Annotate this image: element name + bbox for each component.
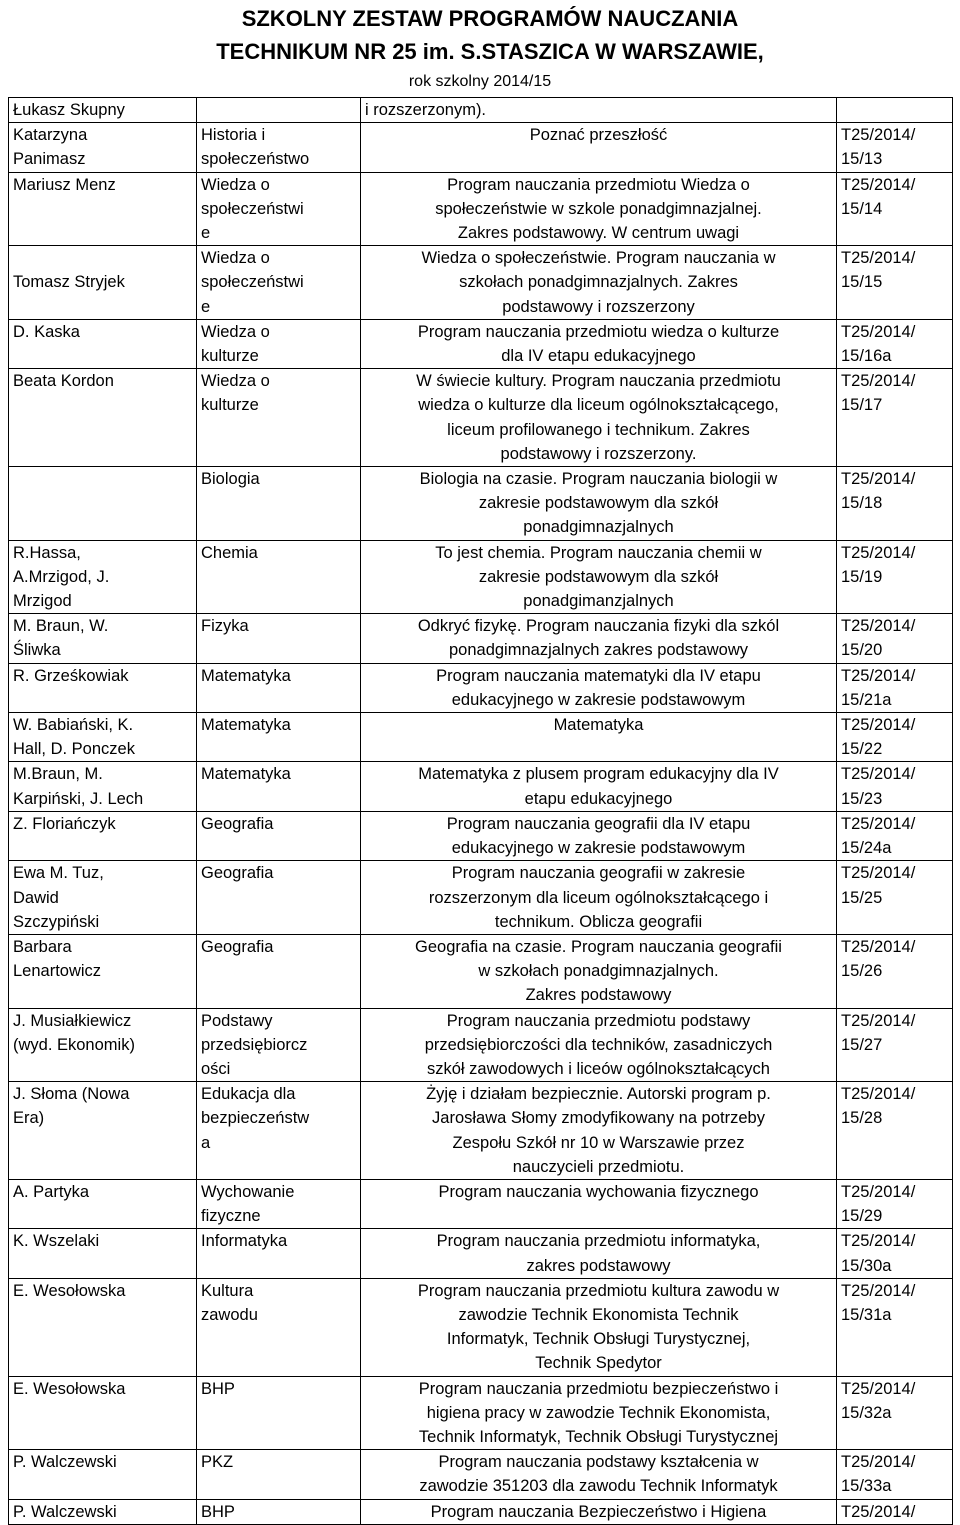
table-row: [9, 811, 953, 860]
programs-table: [8, 97, 953, 1525]
author-cell: P. Walczewski: [9, 1450, 197, 1499]
program-cell: Program nauczania wychowania fizycznego: [361, 1179, 837, 1228]
table-row: [9, 861, 953, 935]
table-row: [9, 123, 953, 172]
subject-cell: Edukacja dla bezpieczeństw a: [197, 1082, 361, 1180]
program-cell: W świecie kultury. Program nauczania przedmiotu wiedza o kulturze dla liceum ogólnokształcącego, liceum profilowanego i technikum. Zakres podstawowy i rozszerzony.: [361, 369, 837, 467]
program-cell: Program nauczania podstawy kształcenia w zawodzie 351203 dla zawodu Technik Informatyk: [361, 1450, 837, 1499]
document-header: [0, 0, 960, 97]
table-row: [9, 98, 953, 123]
table-row: [9, 934, 953, 1008]
program-number-cell: T25/2014/: [837, 1499, 953, 1524]
header-school-year: rok szkolny 2014/15: [408, 73, 552, 90]
program-cell: Geografia na czasie. Program nauczania geografii w szkołach ponadgimnazjalnych. Zakres podstawowy: [361, 934, 837, 1008]
program-cell: Program nauczania przedmiotu wiedza o kulturze dla IV etapu edukacyjnego: [361, 319, 837, 368]
program-cell: To jest chemia. Program nauczania chemii w zakresie podstawowym dla szkół ponadgimanzjalnych: [361, 540, 837, 614]
subject-cell: Wiedza o społeczeństwi e: [197, 172, 361, 246]
table-row: [9, 467, 953, 541]
program-number-cell: [837, 98, 953, 123]
author-cell: A. Partyka: [9, 1179, 197, 1228]
author-cell: D. Kaska: [9, 319, 197, 368]
program-number-cell: T25/2014/ 15/13: [837, 123, 953, 172]
program-number-cell: T25/2014/ 15/25: [837, 861, 953, 935]
table-row: [9, 540, 953, 614]
author-cell: M.Braun, M. Karpiński, J. Lech: [9, 762, 197, 811]
subject-cell: Matematyka: [197, 762, 361, 811]
subject-cell: BHP: [197, 1499, 361, 1524]
subject-cell: Informatyka: [197, 1229, 361, 1278]
table-row: [9, 713, 953, 762]
table-row: [9, 1008, 953, 1082]
table-row: [9, 319, 953, 368]
program-number-cell: T25/2014/ 15/23: [837, 762, 953, 811]
program-cell: Żyję i działam bezpiecznie. Autorski program p. Jarosława Słomy zmodyfikowany na potrzeby Zespołu Szkół nr 10 w Warszawie przez nauczycieli przedmiotu.: [361, 1082, 837, 1180]
subject-cell: Wiedza o kulturze: [197, 319, 361, 368]
author-cell: Łukasz Skupny: [9, 98, 197, 123]
program-number-cell: T25/2014/ 15/18: [837, 467, 953, 541]
author-cell: Ewa M. Tuz, Dawid Szczypiński: [9, 861, 197, 935]
program-cell: Program nauczania przedmiotu kultura zawodu w zawodzie Technik Ekonomista Technik Informatyk, Technik Obsługi Turystycznej, Technik Spedytor: [361, 1278, 837, 1376]
program-number-cell: T25/2014/ 15/27: [837, 1008, 953, 1082]
program-cell: Matematyka: [361, 713, 837, 762]
subject-cell: Wiedza o społeczeństwi e: [197, 246, 361, 320]
author-cell: Barbara Lenartowicz: [9, 934, 197, 1008]
program-cell: Odkryć fizykę. Program nauczania fizyki dla szkól ponadgimnazjalnych zakres podstawowy: [361, 614, 837, 663]
table-row: [9, 246, 953, 320]
subject-cell: Wiedza o kulturze: [197, 369, 361, 467]
author-cell: Z. Floriańczyk: [9, 811, 197, 860]
table-row: [9, 1179, 953, 1228]
program-cell: Program nauczania Bezpieczeństwo i Higiena: [361, 1499, 837, 1524]
subject-cell: Matematyka: [197, 713, 361, 762]
author-cell: E. Wesołowska: [9, 1376, 197, 1450]
program-cell: Wiedza o społeczeństwie. Program nauczania w szkołach ponadgimnazjalnych. Zakres podstawowy i rozszerzony: [361, 246, 837, 320]
program-cell: Program nauczania przedmiotu informatyka, zakres podstawowy: [361, 1229, 837, 1278]
program-number-cell: T25/2014/ 15/19: [837, 540, 953, 614]
table-row: [9, 1278, 953, 1376]
program-number-cell: T25/2014/ 15/24a: [837, 811, 953, 860]
program-cell: Matematyka z plusem program edukacyjny dla IV etapu edukacyjnego: [361, 762, 837, 811]
program-number-cell: T25/2014/ 15/16a: [837, 319, 953, 368]
program-number-cell: T25/2014/ 15/33a: [837, 1450, 953, 1499]
author-cell: Tomasz Stryjek: [9, 246, 197, 320]
table-row: [9, 172, 953, 246]
author-cell: Beata Kordon: [9, 369, 197, 467]
author-cell: R.Hassa, A.Mrzigod, J. Mrzigod: [9, 540, 197, 614]
table-row: [9, 369, 953, 467]
subject-cell: PKZ: [197, 1450, 361, 1499]
program-number-cell: T25/2014/ 15/15: [837, 246, 953, 320]
program-cell: Poznać przeszłość: [361, 123, 837, 172]
subject-cell: [197, 98, 361, 123]
table-row: [9, 762, 953, 811]
program-cell: Program nauczania przedmiotu podstawy przedsiębiorczości dla techników, zasadniczych szkół zawodowych i liceów ogólnokształcących: [361, 1008, 837, 1082]
author-cell: W. Babiański, K. Hall, D. Ponczek: [9, 713, 197, 762]
program-number-cell: T25/2014/ 15/31a: [837, 1278, 953, 1376]
author-cell: M. Braun, W. Śliwka: [9, 614, 197, 663]
author-cell: J. Słoma (Nowa Era): [9, 1082, 197, 1180]
program-number-cell: T25/2014/ 15/17: [837, 369, 953, 467]
table-row: [9, 614, 953, 663]
subject-cell: Biologia: [197, 467, 361, 541]
program-cell: Program nauczania przedmiotu Wiedza o społeczeństwie w szkole ponadgimnazjalnej. Zakres podstawowy. W centrum uwagi: [361, 172, 837, 246]
author-cell: [9, 467, 197, 541]
program-cell: Biologia na czasie. Program nauczania biologii w zakresie podstawowym dla szkół ponadgimnazjalnych: [361, 467, 837, 541]
program-number-cell: T25/2014/ 15/30a: [837, 1229, 953, 1278]
subject-cell: Geografia: [197, 861, 361, 935]
author-cell: J. Musiałkiewicz (wyd. Ekonomik): [9, 1008, 197, 1082]
program-number-cell: T25/2014/ 15/14: [837, 172, 953, 246]
subject-cell: Geografia: [197, 934, 361, 1008]
table-row: [9, 1376, 953, 1450]
table-row: [9, 1450, 953, 1499]
author-cell: K. Wszelaki: [9, 1229, 197, 1278]
author-cell: Katarzyna Panimasz: [9, 123, 197, 172]
program-number-cell: T25/2014/ 15/21a: [837, 663, 953, 712]
subject-cell: Fizyka: [197, 614, 361, 663]
program-number-cell: T25/2014/ 15/26: [837, 934, 953, 1008]
subject-cell: Matematyka: [197, 663, 361, 712]
subject-cell: BHP: [197, 1376, 361, 1450]
program-cell: i rozszerzonym).: [361, 98, 837, 123]
table-row: [9, 1499, 953, 1524]
program-cell: Program nauczania przedmiotu bezpieczeństwo i higiena pracy w zawodzie Technik Ekonomista, Technik Informatyk, Technik Obsługi Turystycznej: [361, 1376, 837, 1450]
subject-cell: Chemia: [197, 540, 361, 614]
program-number-cell: T25/2014/ 15/20: [837, 614, 953, 663]
program-cell: Program nauczania matematyki dla IV etapu edukacyjnego w zakresie podstawowym: [361, 663, 837, 712]
program-number-cell: T25/2014/ 15/28: [837, 1082, 953, 1180]
author-cell: Mariusz Menz: [9, 172, 197, 246]
author-cell: R. Grześkowiak: [9, 663, 197, 712]
subject-cell: Kultura zawodu: [197, 1278, 361, 1376]
subject-cell: Wychowanie fizyczne: [197, 1179, 361, 1228]
subject-cell: Historia i społeczeństwo: [197, 123, 361, 172]
table-row: [9, 1229, 953, 1278]
program-number-cell: T25/2014/ 15/22: [837, 713, 953, 762]
author-cell: P. Walczewski: [9, 1499, 197, 1524]
program-number-cell: T25/2014/ 15/32a: [837, 1376, 953, 1450]
author-cell: E. Wesołowska: [9, 1278, 197, 1376]
header-title: SZKOLNY ZESTAW PROGRAMÓW NAUCZANIA: [241, 6, 739, 31]
program-number-cell: T25/2014/ 15/29: [837, 1179, 953, 1228]
subject-cell: Geografia: [197, 811, 361, 860]
subject-cell: Podstawy przedsiębiorcz ości: [197, 1008, 361, 1082]
program-cell: Program nauczania geografii w zakresie rozszerzonym dla liceum ogólnokształcącego i technikum. Oblicza geografii: [361, 861, 837, 935]
table-row: [9, 663, 953, 712]
program-cell: Program nauczania geografii dla IV etapu edukacyjnego w zakresie podstawowym: [361, 811, 837, 860]
table-row: [9, 1082, 953, 1180]
header-school: TECHNIKUM NR 25 im. S.STASZICA W WARSZAWIE,: [216, 39, 764, 64]
